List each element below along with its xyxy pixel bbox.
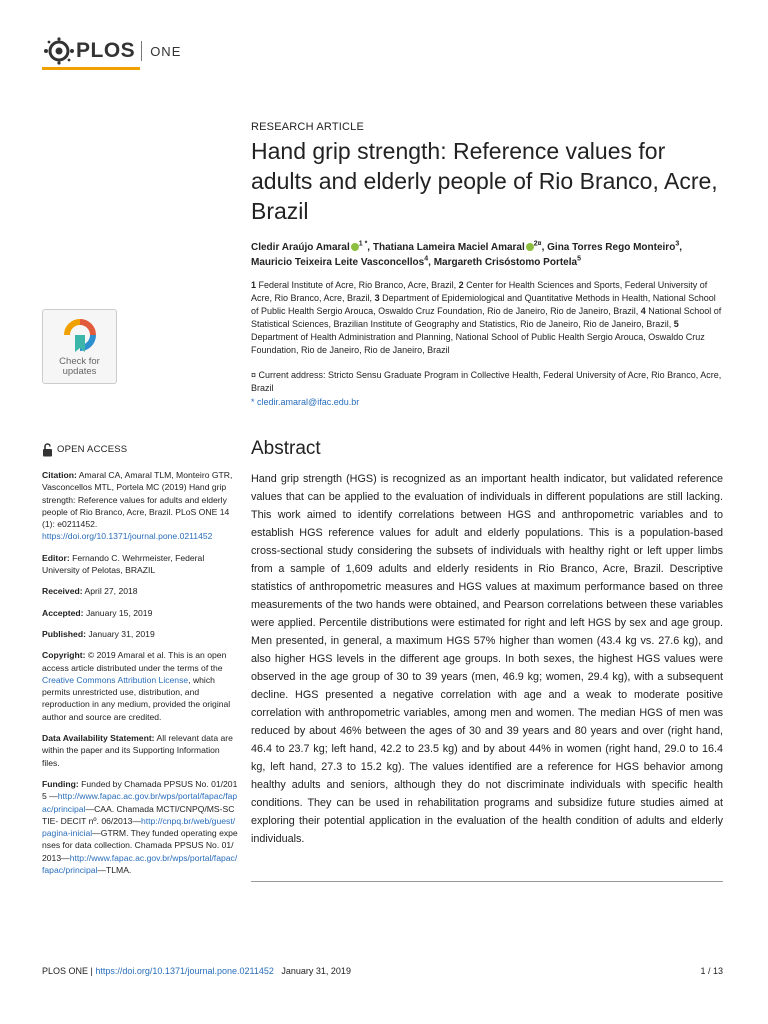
footer-date: January 31, 2019 <box>281 966 351 976</box>
citation-doi-link[interactable]: https://doi.org/10.1371/journal.pone.0211452 <box>42 531 213 542</box>
page-number: 1 / 13 <box>700 966 723 976</box>
check-for-updates-badge[interactable]: Check for updates <box>42 309 117 384</box>
correspondence: * cledir.amaral@ifac.edu.br <box>251 397 360 407</box>
data-availability: Data Availability Statement: All relevant data are within the paper and its Supporting Information files. <box>42 733 233 768</box>
author[interactable]: Gina Torres Rego Monteiro$^3$ <box>547 240 680 253</box>
citation: Citation: Amaral CA, Amaral TLM, Monteiro GTR, Vasconcellos MTL, Portela MC (2019) Hand grip strength: Reference values for adults and elderly people of Rio Branco, Acre, Brazil. PLoS ONE 14 (1): e0211452. https://doi.org/10.1371/journal.pone.0211452 <box>42 470 233 542</box>
current-address: ¤ Current address: Stricto Sensu Graduate Program in Collective Health, Federal University of Acre, Rio Branco, Acre, Brazil <box>251 370 722 393</box>
author[interactable]: Cledir Araújo Amaral $^{1 *}$ <box>251 240 368 253</box>
logo-accent-bar <box>42 67 140 70</box>
funding-link[interactable]: http://cnpq.br/web/guest/pagina-inicial <box>42 815 236 839</box>
footer-doi-link[interactable]: https://doi.org/10.1371/journal.pone.0211452 <box>95 966 274 976</box>
open-access-badge: OPEN ACCESS <box>42 443 238 457</box>
logo-suffix: ONE <box>150 43 182 59</box>
abstract-heading: Abstract <box>251 438 321 459</box>
email-link[interactable]: cledir.amaral@ifac.edu.br <box>257 397 360 407</box>
accepted-date: Accepted: January 15, 2019 <box>42 607 153 618</box>
logo-text: PLOS <box>76 39 136 62</box>
article-info-sidebar <box>42 443 238 885</box>
abstract-text: Hand grip strength (HGS) is recognized as an important health indicator, but validated reference values that can be applied to the evaluation of individuals in different populations are still lacking. This work aimed to identify correlations between HGS and anthropometric variables and to establish HGS reference values for adult and elderly populations. This is a population-based cross-sectional study considering the subsets of individuals with healthy right or left upper limbs from a sample of 1,609 adults and elderly residents in Rio Branco, Acre, Brazil. Descriptive statistics of anthropometric measures and HGS values at maximum performance based on three measurements of the two hands were obtained, and Pearson correlations between these variables were applied. Percentile distributions were estimated for right and left HGS by sex and age group. Men presented, in general, a maximum HGS 57% higher than women (43.4 kg vs. 27.6 kg), and also higher HGS levels in the different age groups. In both sexes, the highest HGS values were observed in the age group of 30 to 39 years (men, 46.9 kg; women, 29.4 kg), with a subsequent decline. HGS presented a negative correlation with age and a weak to moderate positive correlation with anthropometric variables, among men and women. The median HGS of men was reduced by about 46% between the ages of 30 and 39 years and 80 years and over (right hand, 46.4 to 23.7 kg; left hand, 42.2 to 23.5 kg) and by about 44% in women (right hand, 29.0 to 16.4 kg, left hand, 27.3 to 15.2 kg). The values identified are a reference for HGS behavior among healthy adults and seniors, although they do not discriminate individuals with specific health conditions. They can be used in rehabilitation programs and subsidize future studies aimed at exploring their potential application in the evaluation of the health condition of adults and elderly individuals. <box>251 473 723 845</box>
received-date: Received: April 27, 2018 <box>42 586 138 597</box>
funding-link[interactable]: http://www.fapac.ac.gov.br/wps/portal/fapac/fapac/principal <box>42 791 238 814</box>
article-title: Hand grip strength: Reference values for adults and elderly people of Rio Branco, Acre, Brazil <box>251 138 718 224</box>
funding: Funding: Funded by Chamada PPSUS No. 01/2015 —http://www.fapac.ac.gov.br/wps/portal/fapac/fapac/principal—CAA. Chamada MCTI/CNPQ/MS-SCTIE- DECIT nº. 06/2013—http://cnpq.br/web/guest/pagina-inicial—GTRM. They funded operating expenses for data collection. Chamada PPSUS No. 01/2013—http://www.fapac.ac.gov.br/wps/portal/fapac/fapac/principal—TLMA. <box>42 778 238 876</box>
orcid-icon[interactable] <box>351 243 359 251</box>
license-link[interactable]: Creative Commons Attribution License <box>42 674 189 685</box>
copyright: Copyright: © 2019 Amaral et al. This is an open access article distributed under the terms of the Creative Commons Attribution License, which permits unrestricted use, distribution, and reproduction in any medium, provided the original author and source are credited. <box>42 650 231 722</box>
journal-logo <box>42 34 181 68</box>
funding-link[interactable]: http://www.fapac.ac.gov.br/wps/portal/fapac/fapac/principal <box>42 852 238 876</box>
affiliations: 1 Federal Institute of Acre, Rio Branco, Acre, Brazil, 2 Center for Health Sciences and Sports, Federal University of Acre, Rio Branco, Acre, Brazil, 3 Department of Epidemiological and Quantitative Methods in Health, National School of Public Health Sergio Arouca, Oswaldo Cruz Foundation, Rio de Janeiro, Rio de Janeiro, Brazil, 4 National School of Statistical Sciences, Brazilian Institute of Geography and Statistics, Rio de Janeiro, Rio de Janeiro, Brazil, 5 Department of Health Administration and Planning, National School of Public Health Sergio Arouca, Oswaldo Cruz Foundation, Rio de Janeiro, Rio de Janeiro, Brazil <box>251 280 722 355</box>
published-date: Published: January 31, 2019 <box>42 628 155 639</box>
author[interactable]: Margareth Crisóstomo Portela$^5$ <box>433 255 581 268</box>
author[interactable]: Mauricio Teixeira Leite Vasconcellos$^4$ <box>251 255 429 268</box>
author[interactable]: Thatiana Lameira Maciel Amaral $^{2¤}$ <box>372 240 542 253</box>
orcid-icon[interactable] <box>526 243 534 251</box>
author-list: Cledir Araújo Amaral $^{1 *}$, Thatiana Lameira Maciel Amaral $^{2¤}$, Gina Torres Rego Monteiro$^3$, Mauricio Teixeira Leite Vasconcellos$^4$, Margareth Crisóstomo Portela$^5$ <box>251 240 682 268</box>
editor: Editor: Fernando C. Wehrmeister, Federal University of Pelotas, BRAZIL <box>42 552 205 576</box>
logo-divider <box>141 41 142 61</box>
check-updates-icon <box>63 318 97 354</box>
section-divider <box>251 881 723 882</box>
article-type: RESEARCH ARTICLE <box>251 121 365 133</box>
page-footer: PLOS ONE | https://doi.org/10.1371/journal.pone.0211452 January 31, 2019 <box>42 966 351 976</box>
plos-logo-icon <box>42 36 76 66</box>
open-lock-icon <box>42 443 53 457</box>
